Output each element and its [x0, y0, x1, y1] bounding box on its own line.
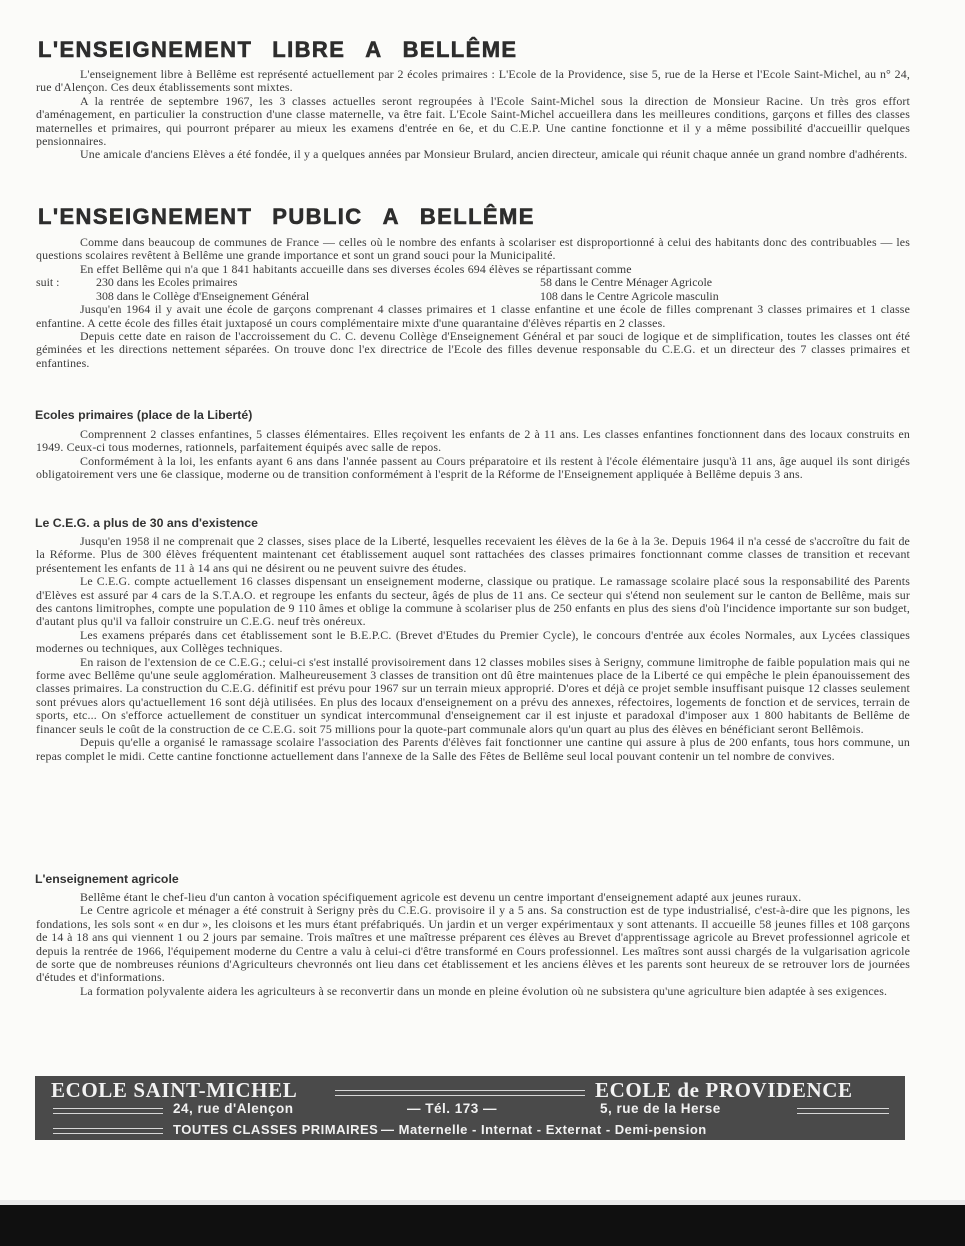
title-word: A [365, 37, 383, 62]
paragraph: La formation polyvalente aidera les agriculteurs à se reconvertir dans un monde en pleine évolution où ne subsistera qu'une agriculture bien adaptée à ses exigences. [80, 983, 888, 998]
ecole-providence-address: 5, rue de la Herse [600, 1101, 721, 1116]
section1-body [36, 68, 910, 162]
title-enseignement-public [38, 204, 555, 230]
services-offered: — Maternelle - Internat - Externat - Demi-pension [381, 1122, 707, 1137]
paragraph: L'enseignement libre à Bellême est représenté actuellement par 2 écoles primaires : L'Ecole de la Providence, sise 5, rue de la Herse et l'Ecole Saint-Michel, au n° 24, rue d'Alençon. Ces deux établissements sont mixtes. [36, 67, 910, 95]
phone-number: — Tél. 173 — [407, 1101, 498, 1116]
distribution-lead: suit : [36, 275, 60, 290]
ecole-saint-michel-address: 24, rue d'Alençon [173, 1101, 294, 1116]
paragraph: Comprennent 2 classes enfantines, 5 classes élémentaires. Elles reçoivent les enfants de 2 à 11 ans. Les classes enfantines fonctionnent dans des locaux construits en 1949. Ceux-ci tous modernes, rationnels, parfaitement équipés avec salle de repos. [36, 427, 910, 455]
divider [797, 1113, 889, 1114]
paragraph: Jusqu'en 1958 il ne comprenait que 2 classes, sises place de la Liberté, lesquelles recevaient les élèves de la 6e à la 3e. Depuis 1964 il n'a cessé de s'accroître du fait de la Réforme. Plus de 300 élèves fréquentent maintenant cet établissement auquel sont rattachées des classes primaires fonctionnant comme classes de transition et recevant présentement les enfants de 11 à 14 ans qui ne désirent ou ne peuvent suivre des études. [36, 534, 910, 575]
title-word: L'ENSEIGNEMENT [38, 37, 253, 62]
section2-body [36, 236, 910, 370]
school-advertisement [35, 1076, 905, 1140]
paragraph: Depuis qu'elle a organisé le ramassage scolaire l'association des Parents d'élèves fait fonctionner une cantine qui assure à plus de 200 enfants, tous hors commune, un repas complet le midi. Cette cantine fonctionne actuellement dans l'annexe de la Salle des Fêtes de Bellême seul local pouvant contenir un tel nombre de convives. [36, 735, 910, 763]
paragraph: Comme dans beaucoup de communes de France — celles où le nombre des enfants à scolariser est disproportionné à celui des habitants donc des contribuables — les questions scolaires revêtent à Bellême une grande importance et sont un grand souci pour la Municipalité. [36, 235, 910, 263]
title-word: LIBRE [272, 37, 346, 62]
paragraph: Les examens préparés dans cet établissement sont le B.E.P.C. (Brevet d'Etudes du Premier Cycle), le concours d'entrée aux écoles Normales, aux Lycées classiques modernes ou techniques, aux Collèges techniques. [36, 627, 910, 656]
classes-offered: TOUTES CLASSES PRIMAIRES [173, 1122, 379, 1137]
scan-border [0, 1205, 965, 1246]
divider [53, 1128, 163, 1129]
paragraph: Une amicale d'anciens Elèves a été fondée, il y a quelques années par Monsieur Brulard, ancien directeur, amicale qui réunit chaque année un grand nombre d'adhérents. [80, 147, 908, 162]
paragraph: A la rentrée de septembre 1967, les 3 classes actuelles seront regroupées à l'Ecole Saint-Michel sous la direction de Monsieur Racine. Un très gros effort d'aménagement, en particulier la construction d'une classe maternelle, va être fait. L'Ecole Saint-Michel accueillera dans les meilleures conditions, garçons et filles des classes maternelles et primaires, qui pourront préparer au mieux les examens d'entrée en 6e, et du C.E.P. Une cantine fonctionne et il y a même possibilité d'accueillir quelques pensionnaires. [36, 93, 910, 149]
paragraph: Depuis cette date en raison de l'accroissement du C. C. devenu Collège d'Enseignement Général et par souci de logique et de simplification, toutes les classes ont été géminées et les directions nettement séparées. On trouve donc l'ex directrice de l'Ecole des filles devenue responsable du C.E.G. et un directeur des 7 classes primaires et enfantines. [36, 329, 910, 370]
heading-ceg: Le C.E.G. a plus de 30 ans d'existence [35, 516, 258, 530]
divider [53, 1108, 163, 1109]
title-word: A [382, 204, 400, 229]
paragraph: Bellême étant le chef-lieu d'un canton à vocation spécifiquement agricole est devenu un centre important d'enseignement adapté aux jeunes ruraux. [80, 890, 802, 904]
pupil-distribution [36, 276, 910, 303]
paragraph: Jusqu'en 1964 il y avait une école de garçons comprenant 4 classes primaires et 1 classe enfantine et une école de filles comprenant 3 classes primaires et 1 classe enfantine. A cette école des filles était juxtaposé un cours complémentaire mixte d'une quarantaine d'élèves répartis en 2 classes. [36, 302, 910, 330]
heading-ecoles-primaires: Ecoles primaires (place de la Liberté) [35, 408, 253, 422]
divider [335, 1090, 585, 1091]
distribution-item: 108 dans le Centre Agricole masculin [540, 288, 719, 303]
divider [335, 1095, 585, 1096]
title-word: BELLÊME [402, 37, 518, 62]
sub1-body [36, 428, 910, 482]
paragraph: Le C.E.G. compte actuellement 16 classes dispensant un enseignement moderne, classique ou pratique. Le ramassage scolaire placé sous la responsabilité des Parents d'Elèves est assuré par 4 cars de la S.T.A.O. et regroupe les enfants du secteur, âgés de plus de 11 ans. Ce secteur qui s'étend non seulement sur le canton de Bellême, mais sur des cantons limitrophes, compte une population de 9 110 âmes et oblige la commune à scolariser plus de 250 enfants en plus des siens d'où l'incidence importante sur son budget, d'autant plus qu'il va falloir construire un C.E.G. neuf très onéreux. [36, 574, 910, 629]
ecole-providence-name: ECOLE de PROVIDENCE [595, 1078, 853, 1102]
divider [797, 1108, 889, 1109]
sub2-body [36, 535, 910, 763]
title-word: L'ENSEIGNEMENT [38, 204, 253, 229]
divider [53, 1133, 163, 1134]
distribution-item: 58 dans le Centre Ménager Agricole [540, 275, 713, 290]
distribution-item: 308 dans le Collège d'Enseignement Général [96, 288, 310, 303]
divider [53, 1113, 163, 1114]
paragraph: En effet Bellême qui n'a que 1 841 habitants accueille dans ses diverses écoles 694 élèves se répartissant comme [80, 261, 632, 276]
paragraph: Le Centre agricole et ménager a été construit à Serigny près du C.E.G. provisoire il y a 5 ans. Sa construction est de type industrialisé, c'est-à-dire que les pignons, les fondations, les sols sont « en dur », les cloisons et les murs étant préfabriqués. Un jardin et un verger expérimentaux y sont attenants. Il accueille 58 jeunes filles et 108 garçons de 14 à 18 ans qui viennent 1 ou 2 jours par semaine. Trois maîtres et une maîtresse préparent ces élèves au Brevet d'apprentissage agricole au Brevet professionnel agricole et depuis la rentrée de 1966, l'équipement moderne du Centre a valu à celui-ci d'être transformé en Cours professionnel. Les maîtres sont aussi chargés de la vulgarisation agricole de sorte que de nombreuses réunions d'Agriculteurs chevronnés ont lieu dans cet établissement et les anciens élèves et les parents sont heureux de se retrouver lors de journées d'études et d'informations. [36, 903, 910, 985]
title-enseignement-libre [38, 37, 538, 63]
title-word: BELLÊME [419, 204, 535, 229]
paragraph: En raison de l'extension de ce C.E.G.; celui-ci s'est installé provisoirement dans 12 classes mobiles sises à Serigny, commune limitrophe de faible population mais qui ne forme avec Bellême qu'une seule agglomération. Malheureusement 3 classes de transition ont dû être maintenues place de la Liberté ce qui empêche le plein épanouissement des classes primaires. La construction du C.E.G. définitif est prévu pour 1967 sur un terrain mieux approprié. D'ores et déjà ce projet semble insuffisant puisque 12 classes seulement sont prévues alors qu'actuellement 16 sont déjà utilisées. En plus des locaux d'enseignement on a prévu des annexes, réfectoires, logements de fonction et de services, terrain de sports, etc... On s'efforce actuellement de constituer un syndicat intercommunal d'enseignement car il est injuste et paradoxal d'imposer aux 1 800 habitants de Bellême de financer seuls le coût de la construction de ce C.E.G. soit 75 millions pour la quote-part communale alors qu'un quart au plus des élèves en bénéficiant seront Bellêmois. [36, 654, 910, 736]
ecole-saint-michel-name: ECOLE SAINT-MICHEL [51, 1078, 298, 1102]
title-word: PUBLIC [272, 204, 363, 229]
sub3-body [36, 891, 910, 998]
heading-enseignement-agricole: L'enseignement agricole [35, 872, 179, 886]
distribution-item: 230 dans les Ecoles primaires [96, 275, 238, 290]
paragraph: Conformément à la loi, les enfants ayant 6 ans dans l'année passent au Cours préparatoire et ils restent à l'école élémentaire jusqu'à 11 ans, âge auquel ils sont dirigés obligatoirement vers une 6e classique, moderne ou de transition conformément à l'esprit de la Réforme de l'Enseignement appliquée à Bellême depuis 3 ans. [36, 453, 910, 482]
